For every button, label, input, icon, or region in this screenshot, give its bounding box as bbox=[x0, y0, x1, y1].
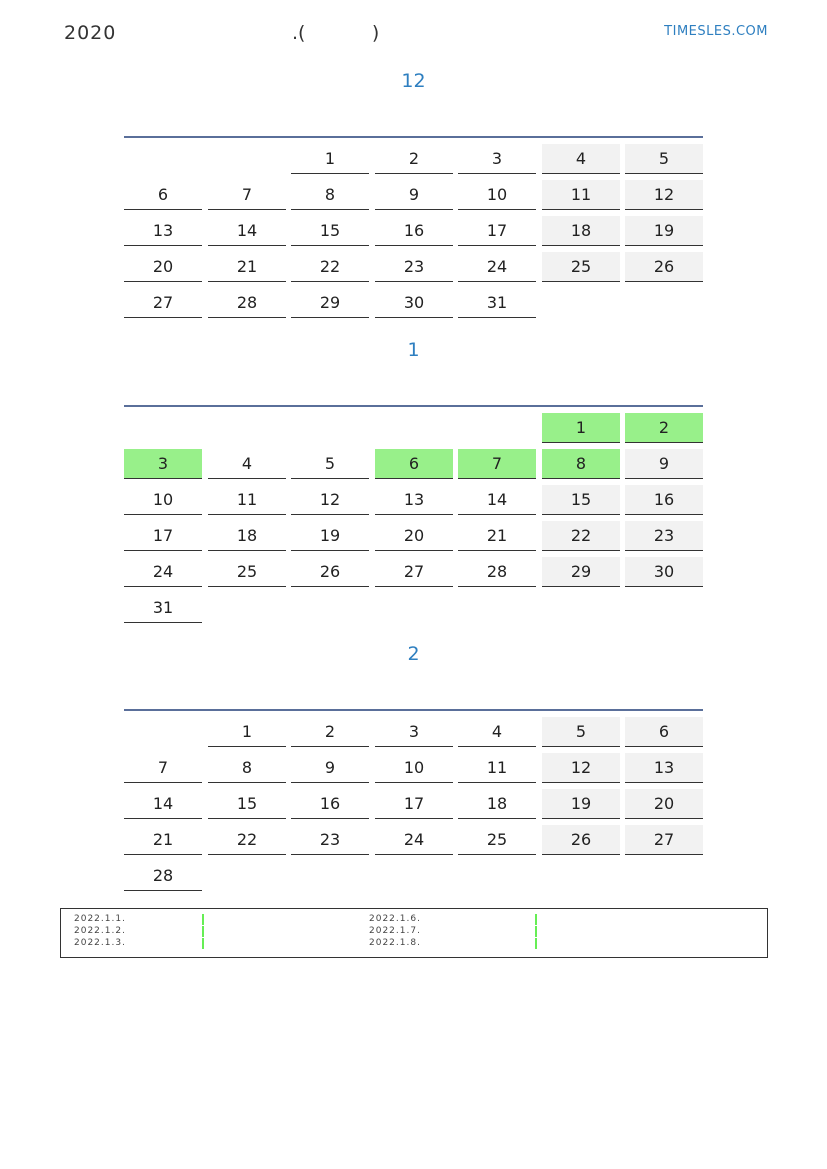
day-cell[interactable]: 25 bbox=[208, 557, 286, 587]
site-link[interactable]: TIMESLES.COM bbox=[664, 24, 768, 39]
day-cell[interactable]: 16 bbox=[375, 216, 453, 246]
day-cell[interactable]: 27 bbox=[124, 288, 202, 318]
legend-mark-left bbox=[202, 926, 204, 937]
legend-date: 2022.1.7. bbox=[369, 926, 421, 936]
day-cell[interactable]: 19 bbox=[542, 789, 620, 819]
year-label: 2020 bbox=[64, 22, 117, 44]
day-cell[interactable]: 21 bbox=[124, 825, 202, 855]
day-cell[interactable]: 8 bbox=[542, 449, 620, 479]
day-cell[interactable]: 9 bbox=[291, 753, 369, 783]
day-cell[interactable]: 24 bbox=[375, 825, 453, 855]
day-cell[interactable]: 30 bbox=[375, 288, 453, 318]
day-cell[interactable]: 2 bbox=[625, 413, 703, 443]
day-cell[interactable]: 20 bbox=[375, 521, 453, 551]
day-cell[interactable]: 16 bbox=[291, 789, 369, 819]
day-cell[interactable]: 6 bbox=[625, 717, 703, 747]
day-cell[interactable]: 22 bbox=[208, 825, 286, 855]
day-cell[interactable]: 2 bbox=[375, 144, 453, 174]
month-title: 12 bbox=[401, 70, 426, 92]
day-cell[interactable]: 1 bbox=[208, 717, 286, 747]
month-title: 1 bbox=[407, 339, 420, 361]
page-header bbox=[64, 18, 768, 48]
day-cell[interactable]: 18 bbox=[542, 216, 620, 246]
legend-date: 2022.1.6. bbox=[369, 914, 421, 924]
header-parenthesis: .( ) bbox=[292, 22, 380, 44]
day-cell[interactable]: 8 bbox=[208, 753, 286, 783]
day-cell[interactable]: 19 bbox=[625, 216, 703, 246]
day-cell[interactable]: 29 bbox=[542, 557, 620, 587]
day-cell[interactable]: 17 bbox=[458, 216, 536, 246]
day-cell[interactable]: 7 bbox=[208, 180, 286, 210]
day-cell[interactable]: 26 bbox=[542, 825, 620, 855]
day-cell[interactable]: 10 bbox=[458, 180, 536, 210]
day-cell[interactable]: 9 bbox=[625, 449, 703, 479]
day-cell[interactable]: 31 bbox=[458, 288, 536, 318]
day-cell[interactable]: 12 bbox=[625, 180, 703, 210]
day-cell[interactable]: 17 bbox=[375, 789, 453, 819]
day-cell[interactable]: 14 bbox=[208, 216, 286, 246]
day-cell[interactable]: 10 bbox=[375, 753, 453, 783]
day-cell[interactable]: 27 bbox=[625, 825, 703, 855]
legend-mark-right bbox=[535, 914, 537, 925]
day-cell[interactable]: 28 bbox=[458, 557, 536, 587]
day-cell[interactable]: 3 bbox=[124, 449, 202, 479]
day-cell[interactable]: 2 bbox=[291, 717, 369, 747]
day-cell[interactable]: 31 bbox=[124, 593, 202, 623]
day-cell[interactable]: 4 bbox=[208, 449, 286, 479]
day-cell[interactable]: 11 bbox=[458, 753, 536, 783]
grid-top-rule bbox=[124, 136, 703, 138]
day-cell[interactable]: 15 bbox=[208, 789, 286, 819]
day-cell[interactable]: 18 bbox=[208, 521, 286, 551]
legend-mark-right bbox=[535, 938, 537, 949]
day-cell[interactable]: 26 bbox=[291, 557, 369, 587]
day-cell[interactable]: 28 bbox=[208, 288, 286, 318]
day-cell[interactable]: 23 bbox=[291, 825, 369, 855]
day-cell[interactable]: 24 bbox=[458, 252, 536, 282]
day-cell[interactable]: 14 bbox=[124, 789, 202, 819]
day-cell[interactable]: 17 bbox=[124, 521, 202, 551]
day-cell[interactable]: 6 bbox=[375, 449, 453, 479]
day-cell[interactable]: 5 bbox=[625, 144, 703, 174]
day-cell[interactable]: 25 bbox=[458, 825, 536, 855]
legend-mark-left bbox=[202, 938, 204, 949]
day-cell[interactable]: 7 bbox=[458, 449, 536, 479]
day-cell[interactable]: 1 bbox=[291, 144, 369, 174]
legend-date: 2022.1.2. bbox=[74, 926, 126, 936]
day-cell[interactable]: 6 bbox=[124, 180, 202, 210]
legend-mark-right bbox=[535, 926, 537, 937]
legend-date: 2022.1.3. bbox=[74, 938, 126, 948]
day-cell[interactable]: 3 bbox=[458, 144, 536, 174]
day-cell[interactable]: 11 bbox=[542, 180, 620, 210]
day-cell[interactable]: 14 bbox=[458, 485, 536, 515]
day-cell[interactable]: 4 bbox=[542, 144, 620, 174]
day-cell[interactable]: 22 bbox=[291, 252, 369, 282]
day-cell[interactable]: 20 bbox=[124, 252, 202, 282]
day-cell[interactable]: 21 bbox=[208, 252, 286, 282]
month-title: 2 bbox=[407, 643, 420, 665]
day-cell[interactable]: 30 bbox=[625, 557, 703, 587]
grid-top-rule bbox=[124, 405, 703, 407]
day-cell[interactable]: 3 bbox=[375, 717, 453, 747]
day-cell[interactable]: 8 bbox=[291, 180, 369, 210]
day-cell[interactable]: 12 bbox=[291, 485, 369, 515]
day-cell[interactable]: 4 bbox=[458, 717, 536, 747]
legend-date: 2022.1.1. bbox=[74, 914, 126, 924]
day-cell[interactable]: 20 bbox=[625, 789, 703, 819]
day-cell[interactable]: 24 bbox=[124, 557, 202, 587]
day-cell[interactable]: 5 bbox=[291, 449, 369, 479]
day-cell[interactable]: 22 bbox=[542, 521, 620, 551]
day-cell[interactable]: 25 bbox=[542, 252, 620, 282]
day-cell[interactable]: 9 bbox=[375, 180, 453, 210]
day-cell[interactable]: 26 bbox=[625, 252, 703, 282]
day-cell[interactable]: 13 bbox=[124, 216, 202, 246]
day-cell[interactable]: 10 bbox=[124, 485, 202, 515]
day-cell[interactable]: 27 bbox=[375, 557, 453, 587]
day-cell[interactable]: 23 bbox=[375, 252, 453, 282]
day-cell[interactable]: 5 bbox=[542, 717, 620, 747]
day-cell[interactable]: 1 bbox=[542, 413, 620, 443]
day-cell[interactable]: 18 bbox=[458, 789, 536, 819]
legend-mark-left bbox=[202, 914, 204, 925]
day-cell[interactable]: 16 bbox=[625, 485, 703, 515]
day-cell[interactable]: 28 bbox=[124, 861, 202, 891]
day-cell[interactable]: 29 bbox=[291, 288, 369, 318]
day-cell[interactable]: 7 bbox=[124, 753, 202, 783]
day-cell[interactable]: 15 bbox=[542, 485, 620, 515]
day-cell[interactable]: 23 bbox=[625, 521, 703, 551]
grid-top-rule bbox=[124, 709, 703, 711]
day-cell[interactable]: 12 bbox=[542, 753, 620, 783]
day-cell[interactable]: 19 bbox=[291, 521, 369, 551]
day-cell[interactable]: 21 bbox=[458, 521, 536, 551]
day-cell[interactable]: 13 bbox=[375, 485, 453, 515]
day-cell[interactable]: 15 bbox=[291, 216, 369, 246]
holiday-legend bbox=[60, 908, 768, 958]
legend-date: 2022.1.8. bbox=[369, 938, 421, 948]
day-cell[interactable]: 13 bbox=[625, 753, 703, 783]
day-cell[interactable]: 11 bbox=[208, 485, 286, 515]
